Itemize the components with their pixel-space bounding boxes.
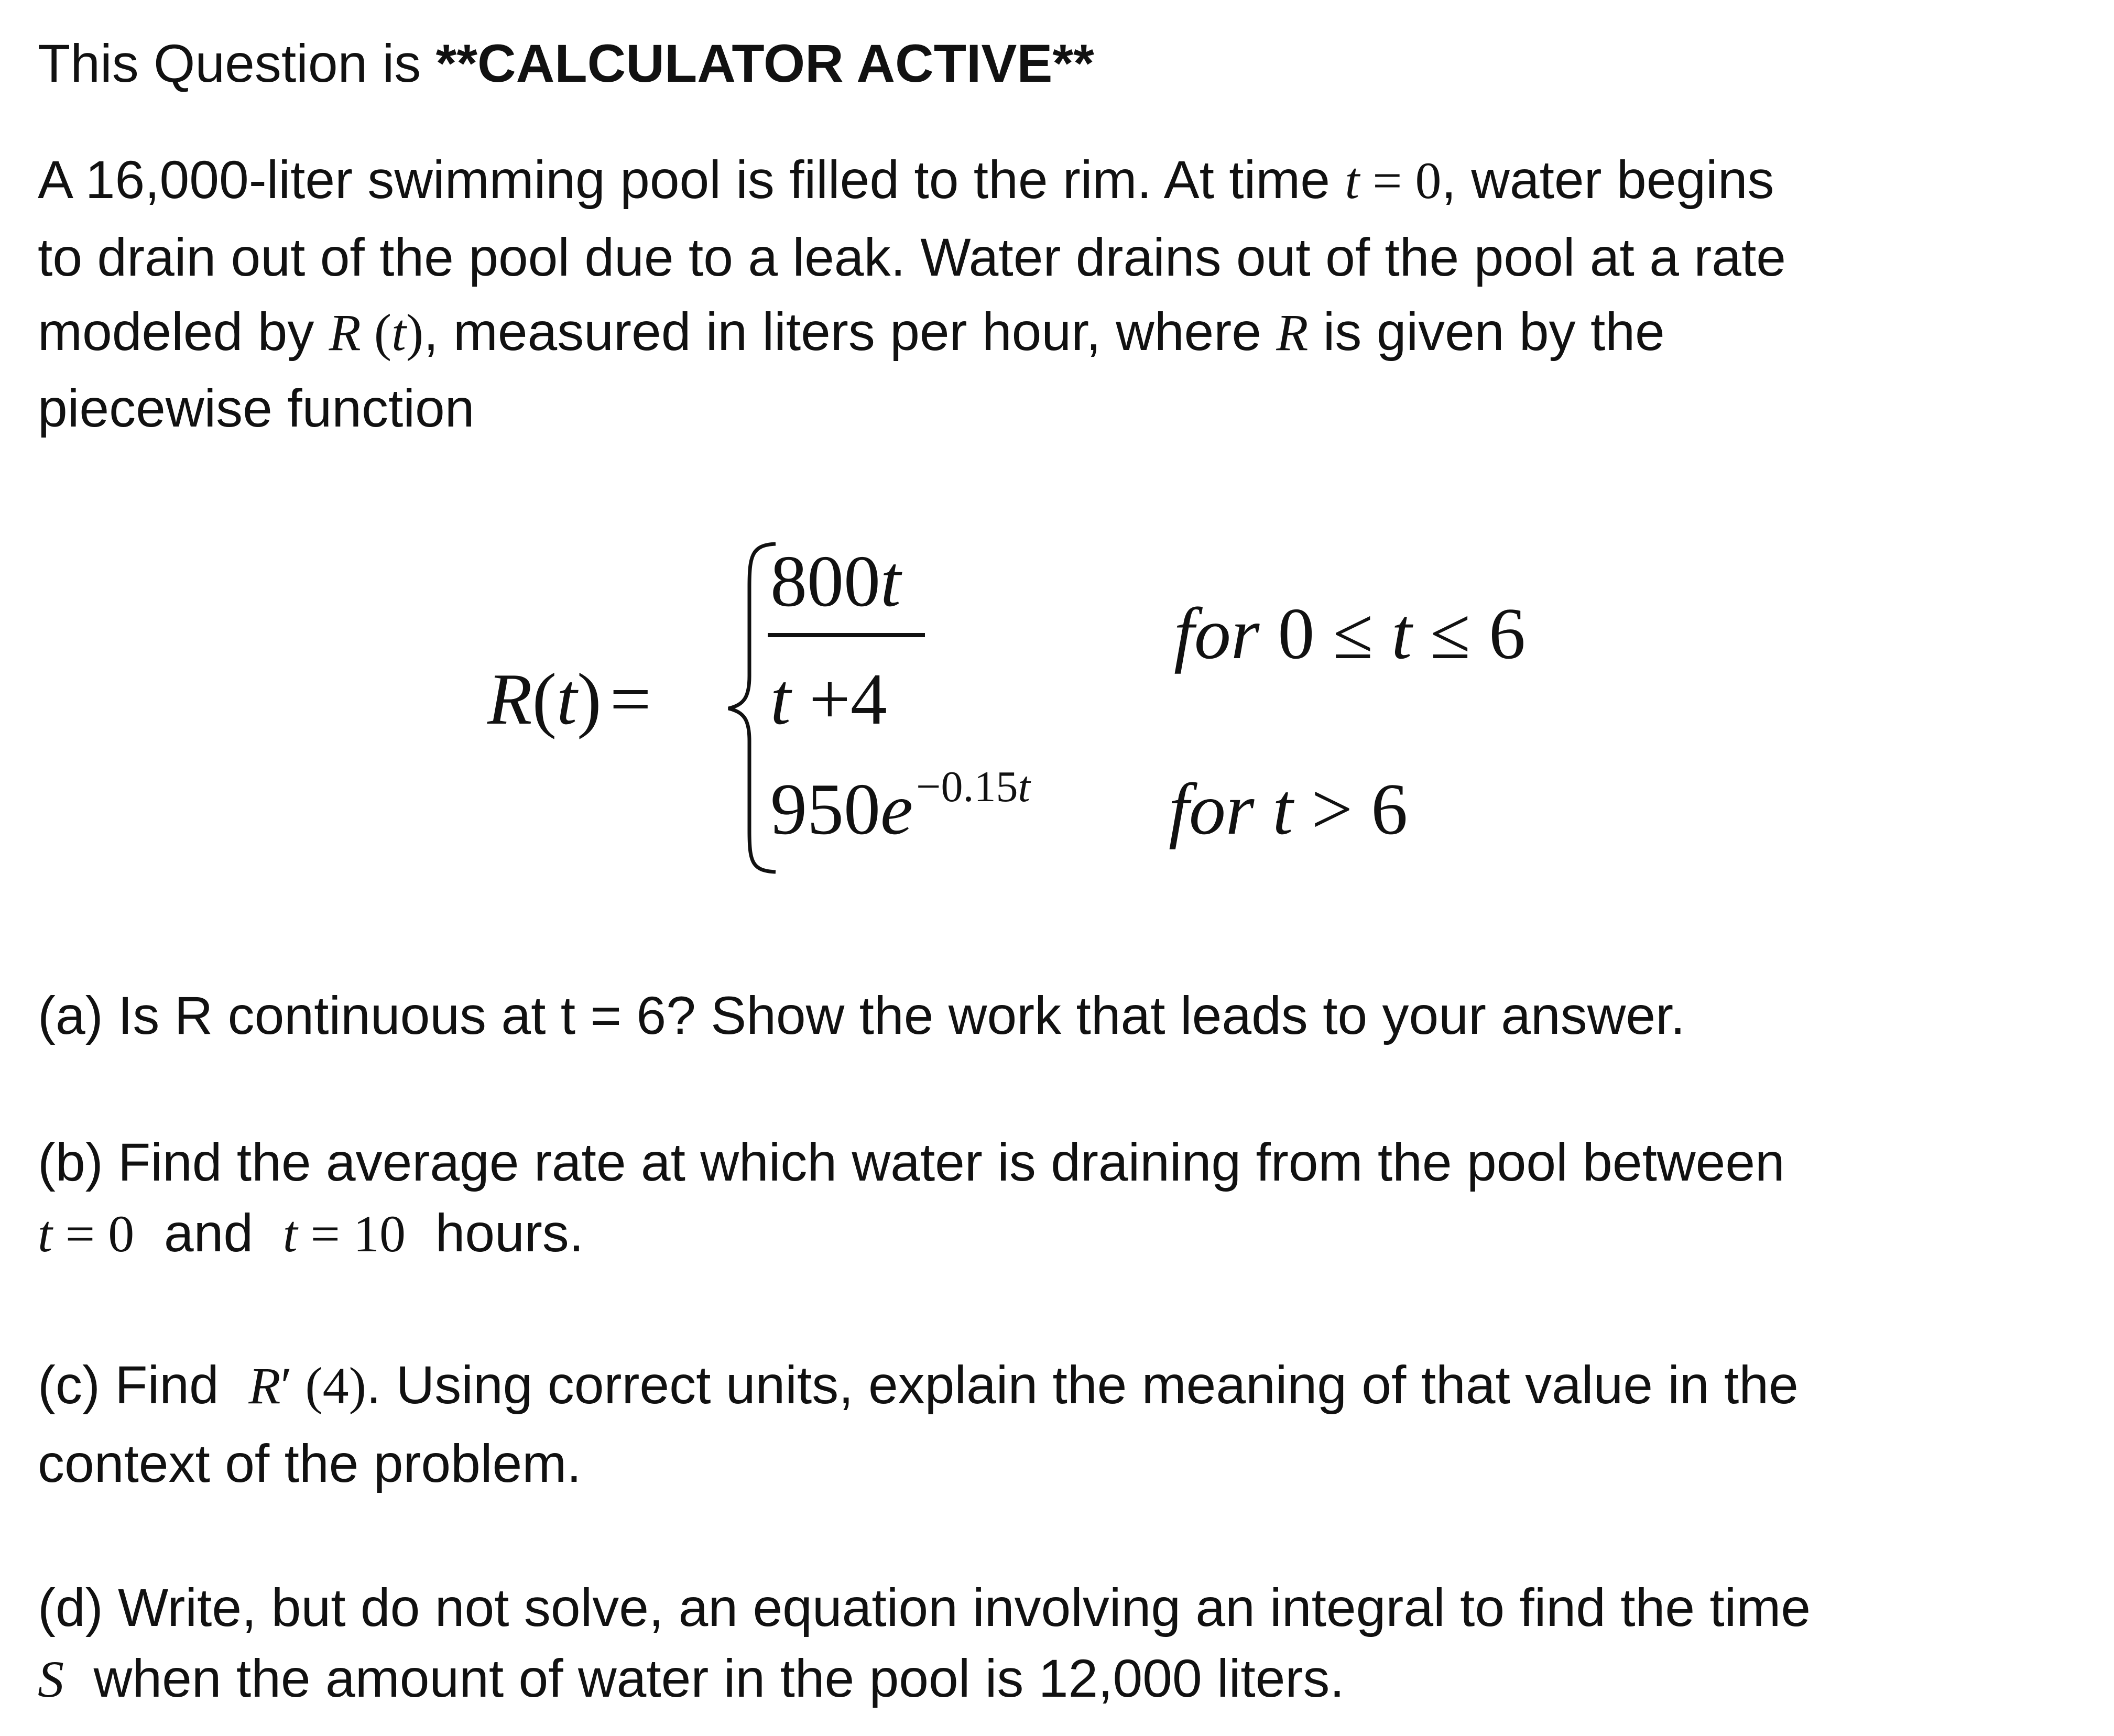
part-d-line-2: [38, 1640, 1345, 1718]
condition-text: > 6: [1293, 769, 1408, 850]
condition-t: t: [1391, 593, 1412, 674]
math-var-t: t: [38, 1205, 52, 1263]
exponent-t: t: [1018, 762, 1030, 811]
intro-line-2: to drain out of the pool due to a leak. Water drains out of the pool at a rate: [38, 227, 1786, 287]
case2-expression: [770, 762, 1030, 850]
exponent: [916, 762, 1030, 811]
numerator-800: 800: [770, 541, 880, 622]
part-d-text: when the amount of water in the pool is 12,000 liters.: [64, 1648, 1345, 1708]
math-var-R: R: [1276, 303, 1309, 362]
part-c-line-1: [38, 1347, 1799, 1424]
intro-line-4: piecewise function: [38, 378, 475, 438]
case2-condition: [1169, 769, 1408, 850]
lhs-paren: ): [577, 659, 602, 740]
calculator-active-label: **CALCULATOR ACTIVE**: [435, 34, 1094, 93]
denominator-t: t: [770, 659, 791, 740]
math-equals-zero: = 0: [1359, 151, 1442, 210]
intro-text: , water begins: [1441, 150, 1774, 210]
part-d-line-1: (d) Write, but do not solve, an equation involving an integral to find the time: [38, 1578, 1811, 1637]
euler-e: e: [880, 769, 913, 850]
intro-text: A 16,000-liter swimming pool is filled to the rim. At time: [38, 150, 1345, 210]
equals-sign: =: [609, 659, 651, 740]
coefficient-950: 950: [770, 769, 880, 850]
math-var-t: t: [1345, 151, 1360, 210]
equation-lhs: [487, 659, 651, 740]
math-var-R: R: [329, 303, 361, 362]
math-var-t: t: [282, 1205, 298, 1263]
condition-text: ≤ 6: [1412, 593, 1525, 674]
intro-line-3: [38, 293, 1665, 371]
argument-4: (4): [292, 1357, 366, 1415]
denominator-plus-4: +4: [790, 659, 887, 740]
part-c-text: . Using correct units, explain the meaning of that value in the: [366, 1355, 1799, 1415]
exponent-coefficient: −0.15: [916, 762, 1018, 811]
part-c-line-2: context of the problem.: [38, 1434, 582, 1493]
math-equals-ten: = 10: [297, 1205, 406, 1263]
fraction-bar: [768, 633, 925, 637]
prime-mark: ′: [280, 1357, 292, 1415]
case1-denominator: [770, 659, 887, 740]
math-var-t: t: [391, 303, 406, 362]
case1-condition: [1174, 593, 1525, 674]
intro-line-1: [38, 141, 1774, 219]
math-paren: ): [406, 303, 424, 362]
intro-text: is given by the: [1308, 302, 1665, 362]
lhs-R: R: [487, 659, 532, 740]
numerator-t: t: [880, 541, 901, 622]
and-text: and: [134, 1203, 283, 1263]
part-b-line-1: (b) Find the average rate at which water is draining from the pool between: [38, 1132, 1785, 1192]
intro-text: , measured in liters per hour, where: [423, 302, 1277, 362]
lhs-paren: (: [532, 659, 557, 740]
calculator-header: [38, 25, 1094, 102]
intro-text: modeled by: [38, 302, 329, 362]
hours-text: hours.: [405, 1203, 584, 1263]
condition-t: t: [1272, 769, 1293, 850]
math-paren: (: [361, 303, 392, 362]
lhs-t: t: [557, 659, 577, 740]
part-b-line-2: [38, 1195, 584, 1272]
math-var-S: S: [38, 1650, 64, 1708]
math-equals-zero: = 0: [52, 1205, 135, 1263]
condition-text: 0 ≤: [1259, 593, 1392, 674]
header-prefix: This Question is: [38, 34, 436, 93]
part-a: (a) Is R continuous at t = 6? Show the work that leads to your answer.: [38, 986, 1685, 1045]
for-label: for: [1169, 769, 1255, 850]
math-var-R: R: [248, 1357, 281, 1415]
case1-numerator: [770, 541, 901, 622]
part-c-text: (c) Find: [38, 1355, 249, 1415]
for-label: for: [1174, 593, 1260, 674]
